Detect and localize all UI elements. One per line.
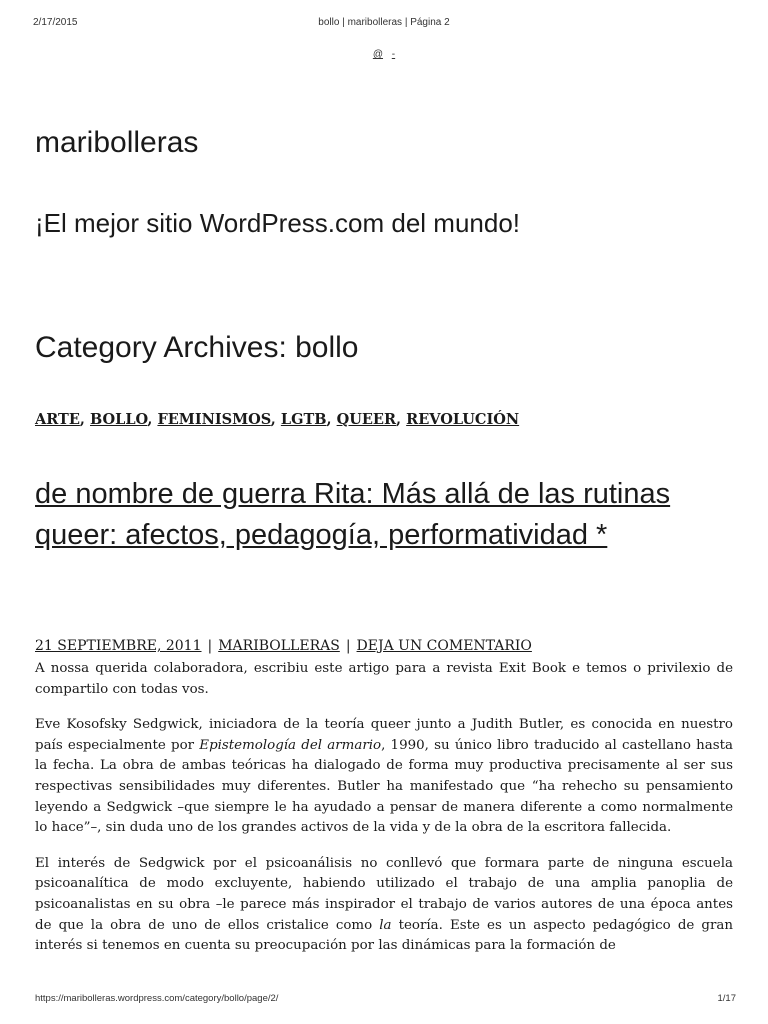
paragraph-text: Eve Kosofsky Sedgwick, iniciadora de la teoría queer junto a Judith Butler, es conocida en nuestro país especialmente por [35,717,733,753]
category-separator: , [270,411,281,428]
category-link-bollo[interactable]: BOLLO [90,411,148,428]
print-url: https://maribolleras.wordpress.com/category/bollo/page/2/ [35,993,279,1004]
post-author-link[interactable]: MARIBOLLERAS [218,638,340,654]
category-separator: , [79,411,90,428]
paragraph [35,659,733,700]
category-separator: , [326,411,337,428]
at-link[interactable]: @ [372,49,384,60]
site-tagline: ¡El mejor sitio WordPress.com del mundo! [35,208,521,238]
post-meta [35,636,532,656]
post-date-link[interactable]: 21 SEPTIEMBRE, 2011 [35,638,202,654]
paragraph-text: El interés de Sedgwick por el psicoanálisis no conllevó que formara parte de ninguna escuela psicoanalítica de modo excluyente, habiendo utilizado el trabajo de una amplia panoplia de psicoanalistas en su obra –le parece más inspirador el trabajo de varios autores de una época antes de que la obra de uno de ellos cristalice como [35,855,733,933]
print-footer [0,993,768,1007]
paragraph-emphasis: la [379,917,392,933]
paragraph [35,715,733,839]
dash-link[interactable]: - [391,49,396,60]
post-comments-link[interactable]: DEJA UN COMENTARIO [356,638,532,654]
paragraph [35,854,733,957]
category-link-queer[interactable]: QUEER [336,411,397,428]
post-title[interactable] [35,474,735,556]
paragraph-text: teoría. Este es un aspecto pedagógico de gran interés si tenemos en cuenta su preocupación por las dinámicas para la formación de [35,917,733,954]
post-title-link[interactable]: de nombre de guerra Rita: Más allá de las rutinas queer: afectos, pedagogía, performatividad * [35,478,671,551]
category-separator: , [147,411,158,428]
category-separator: , [396,411,407,428]
post-content [35,659,733,972]
category-link-revolución[interactable]: REVOLUCIÓN [406,411,520,428]
print-date: 2/17/2015 [33,17,78,28]
category-link-feminismos[interactable]: FEMINISMOS [157,411,271,428]
site-title[interactable]: maribolleras [35,126,199,159]
meta-separator: | [345,638,351,654]
archive-title: Category Archives: bollo [35,331,359,364]
print-page-number: 1/17 [717,993,736,1004]
paragraph-text: , 1990, su único libro traducido al castellano hasta la fecha. La obra de ambas teóricas ha dialogado de forma muy productiva precisamente al ser sus respectivas sensibilidades muy diferentes. Butler ha manifestado que “ha rehecho su pensamiento leyendo a Sedgwick –que siempre le ha ayudado a pensar de manera diferente a como normalmente lo hace”–, sin duda uno de los grandes activos de la vida y de la obra de la escritora fallecida. [35,737,733,836]
paragraph-emphasis: Epistemología del armario [199,737,382,753]
meta-separator: | [207,638,213,654]
category-link-lgtb[interactable]: LGTB [280,411,327,428]
category-links [35,409,519,431]
category-link-arte[interactable]: ARTE [35,411,80,428]
paragraph-text: A nossa querida colaboradora, escribiu este artigo para a revista Exit Book e temos o privilexio de compartilo con todas vos. [35,661,733,697]
print-page-title: bollo | maribolleras | Página 2 [318,17,450,28]
